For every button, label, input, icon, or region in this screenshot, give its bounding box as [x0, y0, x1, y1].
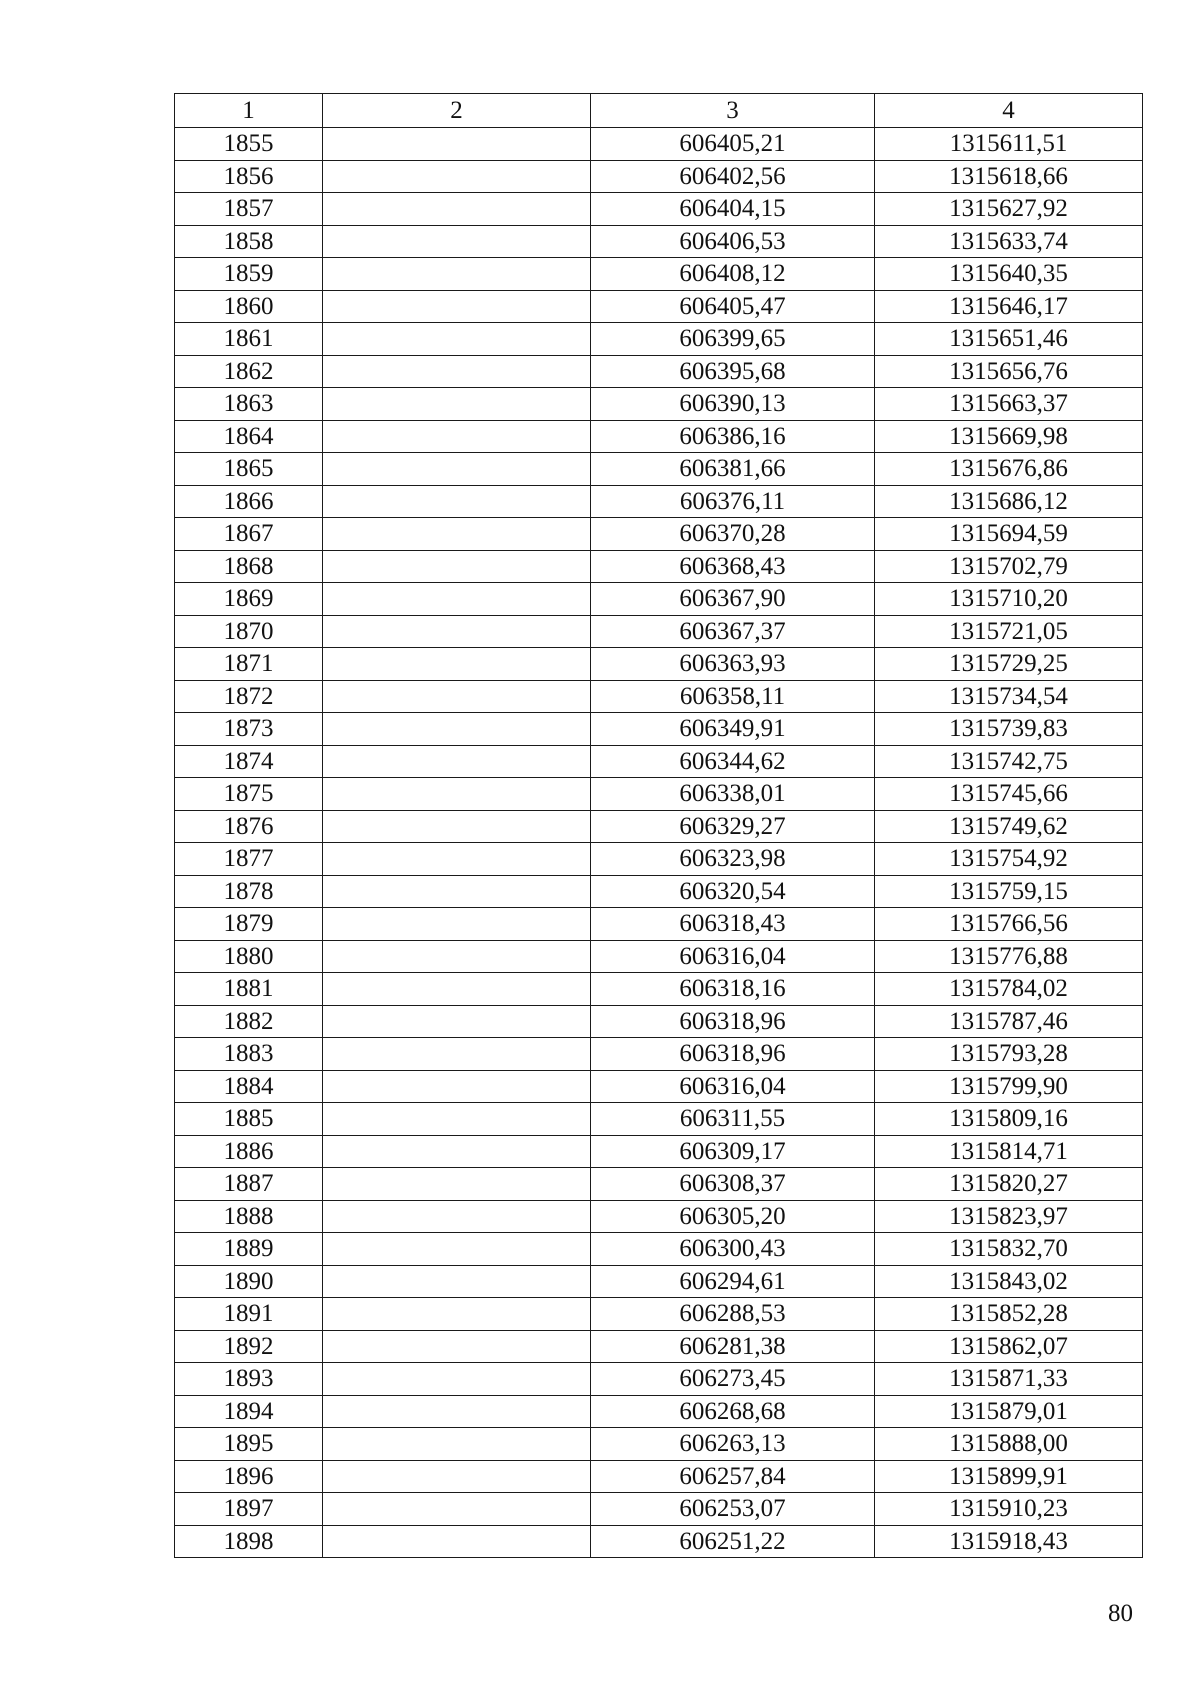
table-cell-col-2	[323, 940, 591, 973]
table-cell-col-3: 606408,12	[591, 258, 875, 291]
table-cell-col-2	[323, 453, 591, 486]
table-cell-col-3: 606305,20	[591, 1200, 875, 1233]
table-row	[175, 518, 1143, 551]
table-cell-col-1: 1881	[175, 973, 323, 1006]
table-cell-col-1: 1867	[175, 518, 323, 551]
table-cell-col-2	[323, 745, 591, 778]
table-cell-col-4: 1315879,01	[875, 1395, 1143, 1428]
table-row	[175, 1395, 1143, 1428]
table-row	[175, 485, 1143, 518]
table-cell-col-3: 606263,13	[591, 1428, 875, 1461]
table-cell-col-3: 606253,07	[591, 1493, 875, 1526]
table-cell-col-3: 606281,38	[591, 1330, 875, 1363]
table-cell-col-4: 1315799,90	[875, 1070, 1143, 1103]
table-row	[175, 680, 1143, 713]
table-cell-col-4: 1315809,16	[875, 1103, 1143, 1136]
table-cell-col-1: 1868	[175, 550, 323, 583]
table-cell-col-4: 1315618,66	[875, 160, 1143, 193]
table-row	[175, 193, 1143, 226]
table-cell-col-3: 606344,62	[591, 745, 875, 778]
table-cell-col-2	[323, 1200, 591, 1233]
table-cell-col-1: 1895	[175, 1428, 323, 1461]
table-cell-col-1: 1860	[175, 290, 323, 323]
table-cell-col-2	[323, 680, 591, 713]
table-cell-col-2	[323, 1135, 591, 1168]
table-cell-col-4: 1315627,92	[875, 193, 1143, 226]
table-cell-col-2	[323, 1103, 591, 1136]
table-cell-col-1: 1855	[175, 128, 323, 161]
table-cell-col-3: 606318,96	[591, 1038, 875, 1071]
table-cell-col-4: 1315646,17	[875, 290, 1143, 323]
table-cell-col-4: 1315888,00	[875, 1428, 1143, 1461]
table-row	[175, 420, 1143, 453]
table-cell-col-3: 606368,43	[591, 550, 875, 583]
table-body	[175, 128, 1143, 1558]
table-cell-col-3: 606316,04	[591, 1070, 875, 1103]
table-cell-col-4: 1315611,51	[875, 128, 1143, 161]
table-cell-col-3: 606257,84	[591, 1460, 875, 1493]
table-cell-col-3: 606288,53	[591, 1298, 875, 1331]
table-row	[175, 290, 1143, 323]
table-cell-col-2	[323, 1070, 591, 1103]
table-cell-col-2	[323, 258, 591, 291]
table-row	[175, 1525, 1143, 1558]
table-row	[175, 1103, 1143, 1136]
table-cell-col-2	[323, 290, 591, 323]
table-cell-col-3: 606268,68	[591, 1395, 875, 1428]
table-row	[175, 875, 1143, 908]
table-row	[175, 713, 1143, 746]
table-cell-col-3: 606318,43	[591, 908, 875, 941]
table-row	[175, 128, 1143, 161]
column-header-4: 4	[875, 94, 1143, 128]
table-row	[175, 583, 1143, 616]
table-cell-col-3: 606399,65	[591, 323, 875, 356]
table-cell-col-2	[323, 1428, 591, 1461]
table-cell-col-2	[323, 843, 591, 876]
table-cell-col-3: 606386,16	[591, 420, 875, 453]
table-cell-col-2	[323, 323, 591, 356]
table-cell-col-4: 1315787,46	[875, 1005, 1143, 1038]
table-cell-col-1: 1887	[175, 1168, 323, 1201]
table-row	[175, 1493, 1143, 1526]
table-cell-col-3: 606395,68	[591, 355, 875, 388]
table-row	[175, 615, 1143, 648]
table-cell-col-2	[323, 518, 591, 551]
table-cell-col-2	[323, 1005, 591, 1038]
table-cell-col-1: 1892	[175, 1330, 323, 1363]
table-cell-col-2	[323, 1363, 591, 1396]
table-cell-col-1: 1872	[175, 680, 323, 713]
table-cell-col-3: 606367,37	[591, 615, 875, 648]
table-cell-col-4: 1315793,28	[875, 1038, 1143, 1071]
table-cell-col-1: 1862	[175, 355, 323, 388]
table-cell-col-1: 1896	[175, 1460, 323, 1493]
table-cell-col-2	[323, 420, 591, 453]
table-cell-col-4: 1315814,71	[875, 1135, 1143, 1168]
table-cell-col-1: 1886	[175, 1135, 323, 1168]
table-cell-col-4: 1315759,15	[875, 875, 1143, 908]
table-cell-col-4: 1315832,70	[875, 1233, 1143, 1266]
table-cell-col-1: 1891	[175, 1298, 323, 1331]
table-cell-col-1: 1874	[175, 745, 323, 778]
table-cell-col-4: 1315702,79	[875, 550, 1143, 583]
table-cell-col-4: 1315729,25	[875, 648, 1143, 681]
table-row	[175, 225, 1143, 258]
table-cell-col-2	[323, 485, 591, 518]
table-cell-col-2	[323, 160, 591, 193]
table-row	[175, 810, 1143, 843]
table-row	[175, 160, 1143, 193]
table-cell-col-1: 1869	[175, 583, 323, 616]
table-row	[175, 1460, 1143, 1493]
table-row	[175, 550, 1143, 583]
table-cell-col-1: 1863	[175, 388, 323, 421]
table-cell-col-2	[323, 355, 591, 388]
table-cell-col-4: 1315656,76	[875, 355, 1143, 388]
table-row	[175, 388, 1143, 421]
table-cell-col-1: 1864	[175, 420, 323, 453]
table-cell-col-3: 606363,93	[591, 648, 875, 681]
table-cell-col-1: 1856	[175, 160, 323, 193]
table-cell-col-3: 606338,01	[591, 778, 875, 811]
table-cell-col-2	[323, 875, 591, 908]
column-header-3: 3	[591, 94, 875, 128]
table-cell-col-4: 1315843,02	[875, 1265, 1143, 1298]
header-row	[175, 94, 1143, 128]
table-cell-col-3: 606309,17	[591, 1135, 875, 1168]
table-cell-col-1: 1866	[175, 485, 323, 518]
table-cell-col-1: 1878	[175, 875, 323, 908]
table-cell-col-4: 1315820,27	[875, 1168, 1143, 1201]
table-cell-col-1: 1871	[175, 648, 323, 681]
table-cell-col-3: 606273,45	[591, 1363, 875, 1396]
table-cell-col-3: 606316,04	[591, 940, 875, 973]
table-row	[175, 843, 1143, 876]
table-cell-col-3: 606376,11	[591, 485, 875, 518]
table-row	[175, 1135, 1143, 1168]
column-header-1: 1	[175, 94, 323, 128]
table-cell-col-1: 1889	[175, 1233, 323, 1266]
table-cell-col-2	[323, 648, 591, 681]
table-cell-col-4: 1315754,92	[875, 843, 1143, 876]
table-row	[175, 1070, 1143, 1103]
table-cell-col-1: 1884	[175, 1070, 323, 1103]
table-row	[175, 1005, 1143, 1038]
table-cell-col-4: 1315676,86	[875, 453, 1143, 486]
table-cell-col-3: 606349,91	[591, 713, 875, 746]
table-cell-col-3: 606367,90	[591, 583, 875, 616]
table-cell-col-3: 606318,16	[591, 973, 875, 1006]
table-cell-col-4: 1315669,98	[875, 420, 1143, 453]
table-cell-col-4: 1315633,74	[875, 225, 1143, 258]
table-cell-col-1: 1873	[175, 713, 323, 746]
table-row	[175, 1330, 1143, 1363]
table-row	[175, 1428, 1143, 1461]
table-cell-col-1: 1882	[175, 1005, 323, 1038]
table-cell-col-3: 606405,21	[591, 128, 875, 161]
table-cell-col-1: 1894	[175, 1395, 323, 1428]
table-cell-col-2	[323, 713, 591, 746]
table-cell-col-1: 1865	[175, 453, 323, 486]
table-cell-col-4: 1315910,23	[875, 1493, 1143, 1526]
table-cell-col-2	[323, 1233, 591, 1266]
table-cell-col-4: 1315686,12	[875, 485, 1143, 518]
table-row	[175, 648, 1143, 681]
table-cell-col-2	[323, 388, 591, 421]
table-row	[175, 1298, 1143, 1331]
table-cell-col-1: 1876	[175, 810, 323, 843]
table-row	[175, 1363, 1143, 1396]
table-cell-col-1: 1857	[175, 193, 323, 226]
table-cell-col-2	[323, 1525, 591, 1558]
table-cell-col-2	[323, 1460, 591, 1493]
table-cell-col-2	[323, 1493, 591, 1526]
table-cell-col-1: 1897	[175, 1493, 323, 1526]
table-cell-col-2	[323, 810, 591, 843]
table-cell-col-4: 1315899,91	[875, 1460, 1143, 1493]
table-cell-col-1: 1890	[175, 1265, 323, 1298]
table-cell-col-4: 1315651,46	[875, 323, 1143, 356]
table-cell-col-4: 1315663,37	[875, 388, 1143, 421]
table-row	[175, 745, 1143, 778]
table-cell-col-1: 1883	[175, 1038, 323, 1071]
table-cell-col-4: 1315766,56	[875, 908, 1143, 941]
table-cell-col-4: 1315694,59	[875, 518, 1143, 551]
table-row	[175, 453, 1143, 486]
table-cell-col-3: 606370,28	[591, 518, 875, 551]
table-cell-col-2	[323, 1168, 591, 1201]
table-row	[175, 973, 1143, 1006]
table-cell-col-3: 606308,37	[591, 1168, 875, 1201]
document-page	[174, 93, 1142, 1558]
table-cell-col-1: 1879	[175, 908, 323, 941]
table-cell-col-3: 606318,96	[591, 1005, 875, 1038]
table-cell-col-2	[323, 1265, 591, 1298]
table-cell-col-2	[323, 1298, 591, 1331]
table-cell-col-2	[323, 225, 591, 258]
table-row	[175, 1038, 1143, 1071]
table-cell-col-1: 1880	[175, 940, 323, 973]
table-cell-col-2	[323, 1395, 591, 1428]
table-cell-col-4: 1315721,05	[875, 615, 1143, 648]
coordinates-table	[174, 93, 1143, 1558]
table-cell-col-1: 1885	[175, 1103, 323, 1136]
table-cell-col-2	[323, 778, 591, 811]
table-cell-col-3: 606323,98	[591, 843, 875, 876]
table-cell-col-1: 1877	[175, 843, 323, 876]
table-cell-col-2	[323, 1330, 591, 1363]
table-cell-col-1: 1861	[175, 323, 323, 356]
table-row	[175, 1233, 1143, 1266]
table-row	[175, 908, 1143, 941]
table-cell-col-1: 1870	[175, 615, 323, 648]
table-cell-col-4: 1315918,43	[875, 1525, 1143, 1558]
table-cell-col-4: 1315734,54	[875, 680, 1143, 713]
table-cell-col-3: 606405,47	[591, 290, 875, 323]
table-cell-col-3: 606390,13	[591, 388, 875, 421]
table-cell-col-3: 606406,53	[591, 225, 875, 258]
table-cell-col-4: 1315710,20	[875, 583, 1143, 616]
table-cell-col-2	[323, 1038, 591, 1071]
table-cell-col-4: 1315742,75	[875, 745, 1143, 778]
table-row	[175, 323, 1143, 356]
table-cell-col-2	[323, 128, 591, 161]
table-cell-col-1: 1875	[175, 778, 323, 811]
table-cell-col-3: 606251,22	[591, 1525, 875, 1558]
table-cell-col-1: 1893	[175, 1363, 323, 1396]
page-number: 80	[1108, 1600, 1133, 1627]
table-row	[175, 1265, 1143, 1298]
table-cell-col-1: 1898	[175, 1525, 323, 1558]
table-cell-col-4: 1315749,62	[875, 810, 1143, 843]
table-cell-col-3: 606402,56	[591, 160, 875, 193]
table-cell-col-3: 606381,66	[591, 453, 875, 486]
table-cell-col-3: 606404,15	[591, 193, 875, 226]
table-cell-col-4: 1315871,33	[875, 1363, 1143, 1396]
table-cell-col-2	[323, 615, 591, 648]
table-cell-col-2	[323, 908, 591, 941]
table-cell-col-2	[323, 550, 591, 583]
table-cell-col-3: 606300,43	[591, 1233, 875, 1266]
table-cell-col-3: 606320,54	[591, 875, 875, 908]
table-cell-col-4: 1315852,28	[875, 1298, 1143, 1331]
table-cell-col-3: 606358,11	[591, 680, 875, 713]
table-cell-col-4: 1315784,02	[875, 973, 1143, 1006]
table-cell-col-3: 606329,27	[591, 810, 875, 843]
table-row	[175, 258, 1143, 291]
table-cell-col-2	[323, 193, 591, 226]
table-cell-col-3: 606294,61	[591, 1265, 875, 1298]
table-cell-col-2	[323, 973, 591, 1006]
table-row	[175, 778, 1143, 811]
table-cell-col-4: 1315640,35	[875, 258, 1143, 291]
table-cell-col-4: 1315862,07	[875, 1330, 1143, 1363]
table-cell-col-2	[323, 583, 591, 616]
table-cell-col-1: 1858	[175, 225, 323, 258]
table-cell-col-3: 606311,55	[591, 1103, 875, 1136]
column-header-2: 2	[323, 94, 591, 128]
table-row	[175, 355, 1143, 388]
table-row	[175, 1168, 1143, 1201]
table-row	[175, 940, 1143, 973]
table-cell-col-1: 1859	[175, 258, 323, 291]
table-row	[175, 1200, 1143, 1233]
table-cell-col-4: 1315776,88	[875, 940, 1143, 973]
table-cell-col-4: 1315745,66	[875, 778, 1143, 811]
table-cell-col-1: 1888	[175, 1200, 323, 1233]
table-cell-col-4: 1315823,97	[875, 1200, 1143, 1233]
table-cell-col-4: 1315739,83	[875, 713, 1143, 746]
